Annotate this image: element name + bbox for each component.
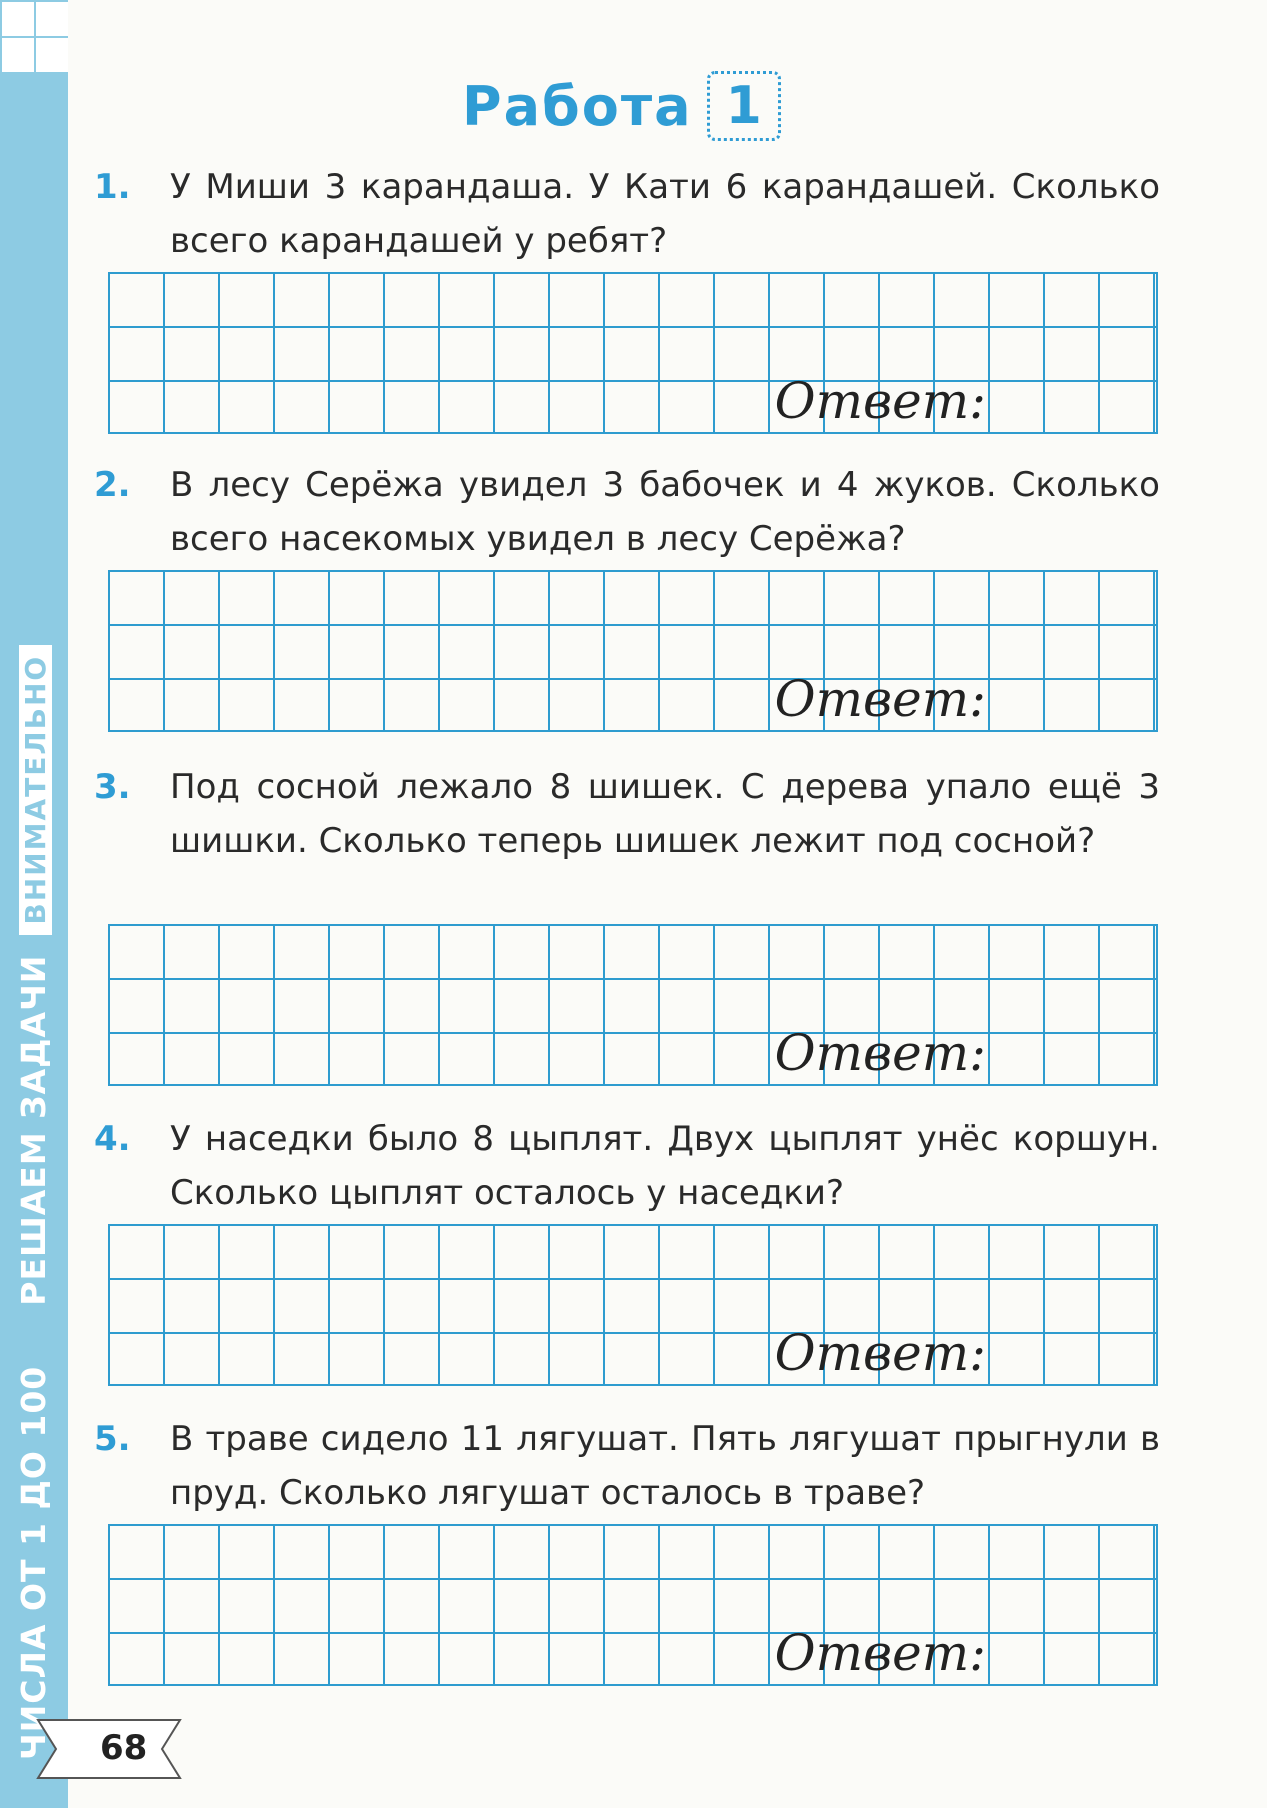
answer-label: Ответ: bbox=[774, 1624, 986, 1682]
task-text: У наседки было 8 цыплят. Двух цыплят унёс коршун. Сколько цыплят осталось у наседки? bbox=[170, 1119, 1160, 1213]
section-label: ЧИСЛА ОТ 1 ДО 100 bbox=[14, 1365, 53, 1760]
answer-grid[interactable] bbox=[108, 924, 1158, 1086]
task-4 bbox=[86, 1112, 1158, 1392]
answer-label: Ответ: bbox=[774, 1024, 986, 1082]
title-number: 1 bbox=[707, 71, 781, 141]
task-2 bbox=[86, 458, 1158, 738]
title-word: Работа bbox=[462, 74, 693, 138]
side-label bbox=[14, 645, 56, 1760]
hint-label: ВНИМАТЕЛЬНО bbox=[19, 645, 52, 935]
page-number bbox=[30, 1718, 190, 1780]
task-number: 1. bbox=[94, 167, 131, 207]
answer-label: Ответ: bbox=[774, 372, 986, 430]
answer-grid[interactable] bbox=[108, 1224, 1158, 1386]
answer-grid[interactable] bbox=[108, 272, 1158, 434]
answer-grid[interactable] bbox=[108, 570, 1158, 732]
page-number-text: 68 bbox=[100, 1728, 148, 1768]
task-text: В лесу Серёжа увидел 3 бабочек и 4 жуков. Сколько всего насекомых увидел в лесу Серёжа? bbox=[170, 465, 1160, 559]
corner-grid bbox=[0, 0, 68, 72]
task-number: 4. bbox=[94, 1119, 131, 1159]
answer-label: Ответ: bbox=[774, 670, 986, 728]
task-number: 2. bbox=[94, 465, 131, 505]
side-strip bbox=[0, 0, 68, 1808]
task-1 bbox=[86, 160, 1158, 440]
task-text: Под сосной лежало 8 шишек. С дерева упало ещё 3 шишки. Сколько теперь шишек лежит под сосной? bbox=[170, 767, 1160, 861]
task-number: 3. bbox=[94, 767, 131, 807]
task-3 bbox=[86, 760, 1158, 1090]
answer-label: Ответ: bbox=[774, 1324, 986, 1382]
task-5 bbox=[86, 1412, 1158, 1692]
page-title bbox=[462, 70, 781, 142]
task-text: В траве сидело 11 лягушат. Пять лягушат прыгнули в пруд. Сколько лягушат осталось в траве? bbox=[170, 1419, 1160, 1513]
answer-grid[interactable] bbox=[108, 1524, 1158, 1686]
topic-label: РЕШАЕМ ЗАДАЧИ bbox=[14, 954, 53, 1306]
task-number: 5. bbox=[94, 1419, 131, 1459]
task-text: У Миши 3 карандаша. У Кати 6 карандашей. Сколько всего карандашей у ребят? bbox=[170, 167, 1160, 261]
